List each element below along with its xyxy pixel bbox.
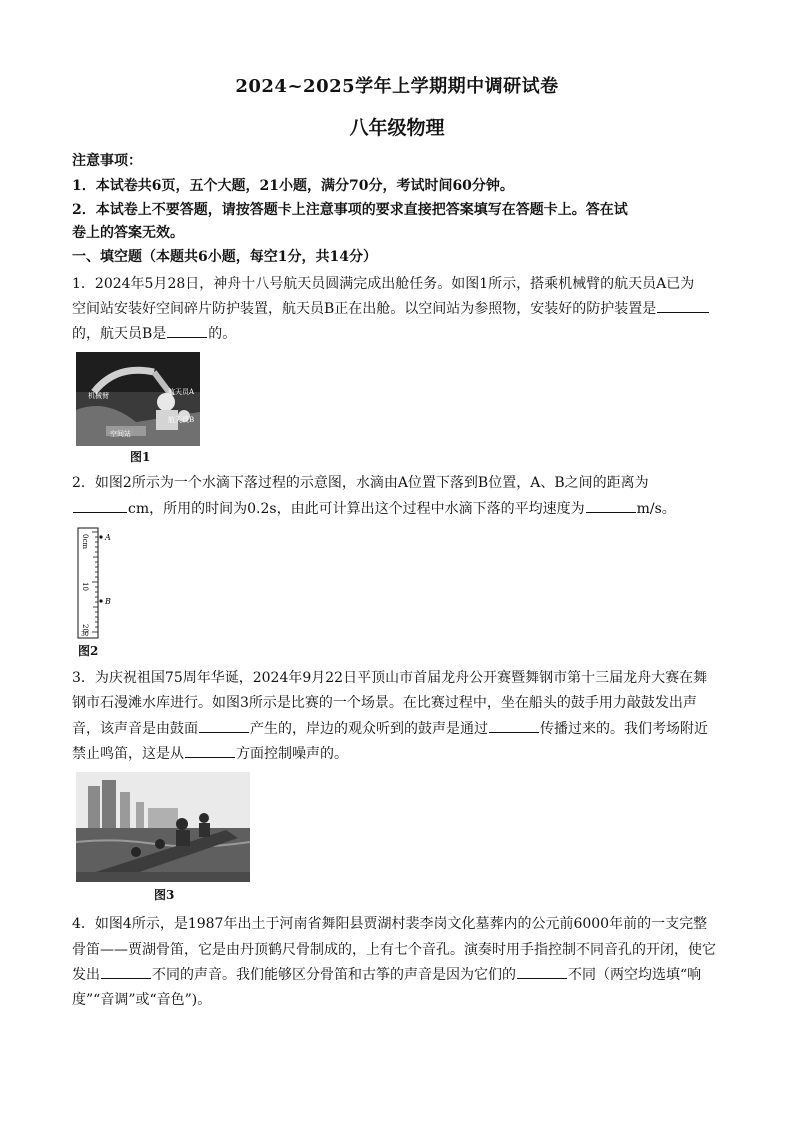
drop-position-b	[99, 599, 102, 602]
notice-item-2-line-1: 2．本试卷上不要答题，请按答题卡上注意事项的要求直接把答案填写在答题卡上。答在试	[72, 202, 628, 218]
figure-3-caption: 图3	[154, 888, 175, 902]
fig2-tick-20: 20	[81, 624, 89, 633]
exam-title: 2024~2025学年上学期期中调研试卷	[235, 76, 559, 97]
q2-line-2-text-a: cm，所用的时间为0.2s，由此可计算出这个过程中水滴下落的平均速度为	[128, 501, 585, 517]
q4-line-3	[72, 964, 701, 984]
q3-line-3-text-c: 传播过来的。我们考场附近	[540, 721, 708, 737]
q3-line-3-text-a: 音，该声音是由鼓面	[72, 721, 198, 737]
q1-blank-1	[657, 300, 709, 313]
fig1-label-b: 航天员B	[168, 416, 195, 424]
q3-line-2: 钢市石漫滩水库进行。如图3所示是比赛的一个场景。在比赛过程中，坐在船头的鼓手用力敲鼓发出声	[72, 695, 697, 711]
q3-line-1: 3．为庆祝祖国75周年华诞，2024年9月22日平顶山市首届龙舟公开赛暨舞钢市第十三届龙舟大赛在舞	[72, 670, 708, 686]
q2-line-1: 2．如图2所示为一个水滴下落过程的示意图，水滴由A位置下落到B位置，A、B之间的距离为	[72, 475, 649, 491]
q3-blank-2	[489, 720, 539, 733]
q4-line-3-text-c: 不同（两空均选填“响	[568, 967, 702, 983]
q4-line-3-text-a: 发出	[72, 967, 100, 983]
q2-blank-1	[73, 500, 127, 513]
notice-item-1: 1．本试卷共6页，五个大题，21小题，满分70分，考试时间60分钟。	[72, 178, 514, 194]
q2-line-2	[72, 498, 676, 518]
q3-line-3-text-b: 产生的，岸边的观众听到的鼓声是通过	[250, 721, 488, 737]
q1-line-3-text-a: 的，航天员B是	[72, 326, 167, 342]
figure-1-caption: 图1	[130, 450, 151, 464]
figure-3-dragon-boat	[76, 772, 250, 882]
drop-position-a	[99, 535, 102, 538]
q1-line-1: 1．2024年5月28日，神舟十八号航天员圆满完成出舱任务。如图1所示，搭乘机械臂的航天员A已为	[72, 276, 695, 292]
fig1-label-a: 航天员A	[168, 388, 195, 396]
q3-line-3	[72, 718, 708, 738]
notice-item-2-line-2: 卷上的答案无效。	[72, 225, 184, 241]
fig1-label-station: 空间站	[110, 430, 131, 438]
figure-1-astronauts	[76, 352, 200, 446]
q2-line-2-text-b: m/s。	[636, 501, 676, 517]
q4-blank-1	[101, 966, 151, 979]
q1-line-3-text-b: 的。	[208, 326, 237, 342]
figure-2-ruler	[74, 526, 124, 640]
fig2-label-b: B	[105, 597, 111, 606]
q1-line-2	[72, 298, 710, 318]
q4-line-2: 骨笛——贾湖骨笛，它是由丹顶鹤尺骨制成的，上有七个音孔。演奏时用手指控制不同音孔的开闭，使它	[72, 942, 716, 958]
q3-blank-3	[185, 745, 235, 758]
q1-line-2-text: 空间站安装好空间碎片防护装置，航天员B正在出舱。以空间站为参照物，安装好的防护装置是	[72, 301, 657, 317]
section-1-heading: 一、填空题（本题共6小题，每空1分，共14分）	[72, 249, 377, 265]
q4-line-4: 度”“音调”或“音色”)。	[72, 992, 212, 1008]
q4-line-3-text-b: 不同的声音。我们能够区分骨笛和古筝的声音是因为它们的	[152, 967, 516, 983]
q3-line-4-text-b: 方面控制噪声的。	[236, 746, 348, 762]
fig2-tick-30: 30	[81, 631, 89, 638]
q1-line-3	[72, 323, 236, 343]
q3-line-4-text-a: 禁止鸣笛，这是从	[72, 746, 184, 762]
q3-blank-1	[199, 720, 249, 733]
q3-line-4	[72, 743, 348, 763]
notice-heading: 注意事项：	[72, 153, 142, 169]
fig2-tick-10: 10	[81, 582, 89, 591]
figure-2-caption: 图2	[78, 644, 99, 658]
fig2-ruler-unit: 0cm	[81, 534, 89, 550]
exam-subject: 八年级物理	[349, 117, 445, 139]
q4-line-1: 4．如图4所示，是1987年出土于河南省舞阳县贾湖村裴李岗文化墓葬内的公元前6000年前的一支完整	[72, 916, 708, 932]
q1-blank-2	[167, 325, 207, 338]
q2-blank-2	[586, 500, 636, 513]
q4-blank-2	[517, 966, 567, 979]
fig1-label-arm: 机械臂	[88, 392, 109, 400]
fig2-label-a: A	[105, 533, 111, 542]
